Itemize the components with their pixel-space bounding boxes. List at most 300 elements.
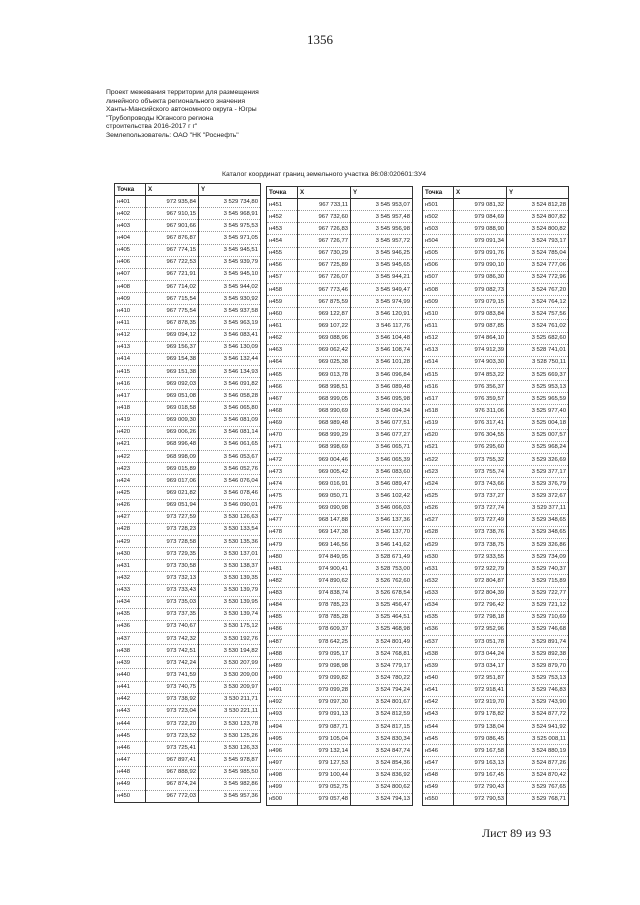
- y-coordinate-cell: 3 529 348,65: [507, 526, 569, 538]
- table-row: [423, 332, 569, 344]
- project-header: [106, 89, 366, 141]
- y-coordinate-cell: 3 529 891,74: [507, 636, 569, 648]
- table-row: [423, 296, 569, 308]
- y-coordinate-cell: 3 526 678,54: [351, 587, 413, 599]
- y-coordinate-cell: 3 546 089,47: [351, 478, 413, 490]
- y-coordinate-cell: 3 530 138,37: [199, 560, 261, 572]
- y-coordinate-cell: 3 530 139,74: [199, 608, 261, 620]
- point-id-cell: н436: [115, 620, 146, 632]
- table-row: [423, 466, 569, 478]
- x-coordinate-cell: 972 804,39: [454, 587, 507, 599]
- table-row: [115, 208, 261, 220]
- point-id-cell: н508: [423, 283, 454, 295]
- y-coordinate-cell: 3 524 779,17: [351, 660, 413, 672]
- point-id-cell: н475: [267, 490, 298, 502]
- x-coordinate-cell: 969 147,38: [298, 526, 351, 538]
- y-coordinate-cell: 3 528 750,11: [507, 356, 569, 368]
- x-coordinate-cell: 969 018,58: [146, 402, 199, 414]
- x-coordinate-cell: 974 890,62: [298, 575, 351, 587]
- x-coordinate-cell: 979 088,90: [454, 223, 507, 235]
- table-row: [423, 259, 569, 271]
- x-coordinate-cell: 974 912,39: [454, 344, 507, 356]
- table-row: [115, 633, 261, 645]
- x-coordinate-cell: 973 730,58: [146, 560, 199, 572]
- x-coordinate-cell: 979 100,44: [298, 769, 351, 781]
- point-id-cell: н412: [115, 329, 146, 341]
- point-id-cell: н429: [115, 535, 146, 547]
- point-id-cell: н432: [115, 572, 146, 584]
- x-coordinate-cell: 972 796,42: [454, 599, 507, 611]
- table-row: [267, 514, 413, 526]
- y-coordinate-cell: 3 524 807,82: [507, 211, 569, 223]
- point-id-cell: н438: [115, 645, 146, 657]
- point-id-cell: н439: [115, 657, 146, 669]
- point-id-cell: н467: [267, 393, 298, 405]
- y-coordinate-cell: 3 545 953,07: [351, 199, 413, 211]
- table-row: [267, 283, 413, 295]
- y-coordinate-cell: 3 530 139,95: [199, 596, 261, 608]
- table-row: [423, 199, 569, 211]
- x-coordinate-cell: 979 087,85: [454, 320, 507, 332]
- y-coordinate-cell: 3 524 812,28: [507, 199, 569, 211]
- table-body: [423, 199, 569, 806]
- point-id-cell: н401: [115, 196, 146, 208]
- x-coordinate-cell: 973 735,03: [146, 596, 199, 608]
- point-id-cell: н446: [115, 742, 146, 754]
- x-coordinate-cell: 972 804,87: [454, 575, 507, 587]
- x-coordinate-cell: 967 725,89: [298, 259, 351, 271]
- point-id-cell: н545: [423, 733, 454, 745]
- x-coordinate-cell: 976 356,37: [454, 381, 507, 393]
- point-id-cell: н451: [267, 199, 298, 211]
- y-coordinate-cell: 3 530 137,01: [199, 548, 261, 560]
- table-row: [423, 611, 569, 623]
- point-id-cell: н533: [423, 587, 454, 599]
- y-coordinate-cell: 3 545 939,79: [199, 256, 261, 268]
- table-row: [115, 365, 261, 377]
- y-coordinate-cell: 3 545 949,47: [351, 283, 413, 295]
- x-coordinate-cell: 979 097,30: [298, 696, 351, 708]
- point-id-cell: н404: [115, 232, 146, 244]
- point-id-cell: н542: [423, 696, 454, 708]
- x-coordinate-cell: 972 798,18: [454, 611, 507, 623]
- table-row: [267, 733, 413, 745]
- x-coordinate-cell: 979 127,53: [298, 757, 351, 769]
- x-coordinate-cell: 978 785,23: [298, 599, 351, 611]
- table-row: [423, 381, 569, 393]
- table-row: [267, 271, 413, 283]
- sheet-label: Лист 89 из 93: [482, 826, 552, 840]
- y-coordinate-cell: 3 546 094,34: [351, 405, 413, 417]
- point-id-cell: н535: [423, 611, 454, 623]
- x-coordinate-cell: 979 163,13: [454, 757, 507, 769]
- y-coordinate-cell: 3 546 108,74: [351, 344, 413, 356]
- table-row: [267, 696, 413, 708]
- y-coordinate-cell: 3 545 944,21: [351, 271, 413, 283]
- y-coordinate-cell: 3 524 794,24: [351, 684, 413, 696]
- x-coordinate-cell: 979 178,82: [454, 708, 507, 720]
- x-coordinate-cell: 973 737,35: [146, 608, 199, 620]
- x-coordinate-cell: 973 740,75: [146, 681, 199, 693]
- point-id-cell: н476: [267, 502, 298, 514]
- table-row: [267, 308, 413, 320]
- point-id-cell: н440: [115, 669, 146, 681]
- x-coordinate-cell: 969 025,38: [298, 356, 351, 368]
- point-id-cell: н515: [423, 368, 454, 380]
- x-coordinate-cell: 967 897,41: [146, 754, 199, 766]
- point-id-cell: н497: [267, 757, 298, 769]
- y-coordinate-cell: 3 525 468,98: [351, 623, 413, 635]
- point-id-cell: н456: [267, 259, 298, 271]
- x-coordinate-cell: 973 723,04: [146, 705, 199, 717]
- table-row: [115, 305, 261, 317]
- point-id-cell: н405: [115, 244, 146, 256]
- x-coordinate-cell: 979 095,17: [298, 648, 351, 660]
- y-coordinate-cell: 3 546 102,42: [351, 490, 413, 502]
- y-coordinate-cell: 3 529 377,11: [507, 502, 569, 514]
- table-row: [423, 502, 569, 514]
- x-coordinate-cell: 967 878,35: [146, 317, 199, 329]
- y-coordinate-cell: 3 529 746,68: [507, 623, 569, 635]
- x-coordinate-cell: 973 727,59: [146, 511, 199, 523]
- table-row: [423, 405, 569, 417]
- column-header-x: X: [454, 187, 507, 199]
- table-row: [267, 259, 413, 271]
- x-coordinate-cell: 967 726,07: [298, 271, 351, 283]
- table-row: [115, 705, 261, 717]
- y-coordinate-cell: 3 528 671,49: [351, 551, 413, 563]
- x-coordinate-cell: 967 874,24: [146, 778, 199, 790]
- table-row: [267, 599, 413, 611]
- y-coordinate-cell: 3 524 785,04: [507, 247, 569, 259]
- point-id-cell: н528: [423, 526, 454, 538]
- table-row: [267, 672, 413, 684]
- table-row: [423, 356, 569, 368]
- table-row: [115, 778, 261, 790]
- y-coordinate-cell: 3 546 104,48: [351, 332, 413, 344]
- table-row: [115, 293, 261, 305]
- x-coordinate-cell: 973 742,32: [146, 633, 199, 645]
- header-line: строительства 2016-2017 г г": [106, 123, 198, 131]
- y-coordinate-cell: 3 524 761,02: [507, 320, 569, 332]
- point-id-cell: н466: [267, 381, 298, 393]
- x-coordinate-cell: 967 730,29: [298, 247, 351, 259]
- y-coordinate-cell: 3 524 793,17: [507, 235, 569, 247]
- x-coordinate-cell: 978 785,28: [298, 611, 351, 623]
- point-id-cell: н500: [267, 793, 298, 805]
- table-row: [423, 793, 569, 805]
- point-id-cell: н430: [115, 548, 146, 560]
- table-row: [423, 417, 569, 429]
- point-id-cell: н426: [115, 499, 146, 511]
- x-coordinate-cell: 973 740,67: [146, 620, 199, 632]
- point-id-cell: н473: [267, 466, 298, 478]
- point-id-cell: н406: [115, 256, 146, 268]
- x-coordinate-cell: 973 742,51: [146, 645, 199, 657]
- point-id-cell: н519: [423, 417, 454, 429]
- table-row: [115, 232, 261, 244]
- x-coordinate-cell: 973 729,35: [146, 548, 199, 560]
- x-coordinate-cell: 978 642,25: [298, 636, 351, 648]
- table-row: [423, 781, 569, 793]
- x-coordinate-cell: 973 755,32: [454, 453, 507, 465]
- point-id-cell: н531: [423, 563, 454, 575]
- column-header-y: Y: [199, 184, 261, 196]
- point-id-cell: н402: [115, 208, 146, 220]
- point-id-cell: н493: [267, 708, 298, 720]
- y-coordinate-cell: 3 546 089,48: [351, 381, 413, 393]
- point-id-cell: н454: [267, 235, 298, 247]
- table-row: [267, 223, 413, 235]
- x-coordinate-cell: 967 733,11: [298, 199, 351, 211]
- table-row: [267, 296, 413, 308]
- y-coordinate-cell: 3 525 977,40: [507, 405, 569, 417]
- table-row: [115, 620, 261, 632]
- table-row: [423, 648, 569, 660]
- y-coordinate-cell: 3 546 065,80: [199, 402, 261, 414]
- table-row: [115, 463, 261, 475]
- y-coordinate-cell: 3 528 753,00: [351, 563, 413, 575]
- y-coordinate-cell: 3 528 741,01: [507, 344, 569, 356]
- y-coordinate-cell: 3 529 348,65: [507, 514, 569, 526]
- y-coordinate-cell: 3 524 767,20: [507, 283, 569, 295]
- point-id-cell: н526: [423, 502, 454, 514]
- header-line: "Трубопроводы Югансого региона: [106, 114, 214, 122]
- x-coordinate-cell: 973 738,92: [146, 693, 199, 705]
- table-row: [423, 308, 569, 320]
- y-coordinate-cell: 3 524 801,49: [351, 636, 413, 648]
- y-coordinate-cell: 3 524 800,82: [507, 223, 569, 235]
- y-coordinate-cell: 3 546 137,70: [351, 526, 413, 538]
- table-row: [423, 514, 569, 526]
- x-coordinate-cell: 968 999,29: [298, 429, 351, 441]
- y-coordinate-cell: 3 545 982,86: [199, 778, 261, 790]
- x-coordinate-cell: 969 005,42: [298, 466, 351, 478]
- table-row: [267, 393, 413, 405]
- y-coordinate-cell: 3 545 978,87: [199, 754, 261, 766]
- x-coordinate-cell: 973 722,20: [146, 718, 199, 730]
- header-line: Проект межевания территории для размещения: [106, 89, 259, 96]
- table-row: [267, 381, 413, 393]
- point-id-cell: н408: [115, 280, 146, 292]
- y-coordinate-cell: 3 529 721,12: [507, 599, 569, 611]
- column-header-y: Y: [351, 187, 413, 199]
- x-coordinate-cell: 973 728,23: [146, 523, 199, 535]
- table-row: [423, 721, 569, 733]
- point-id-cell: н477: [267, 514, 298, 526]
- table-row: [423, 623, 569, 635]
- point-id-cell: н481: [267, 563, 298, 575]
- x-coordinate-cell: 972 935,84: [146, 196, 199, 208]
- table-header-row: [115, 184, 261, 196]
- y-coordinate-cell: 3 530 209,00: [199, 669, 261, 681]
- table-row: [115, 353, 261, 365]
- y-coordinate-cell: 3 545 985,50: [199, 766, 261, 778]
- y-coordinate-cell: 3 546 052,76: [199, 463, 261, 475]
- y-coordinate-cell: 3 545 957,72: [351, 235, 413, 247]
- y-coordinate-cell: 3 546 130,09: [199, 341, 261, 353]
- header-line: Ханты-Мансийского автономного округа - Югры: [106, 106, 257, 114]
- y-coordinate-cell: 3 546 095,98: [351, 393, 413, 405]
- x-coordinate-cell: 969 004,46: [298, 453, 351, 465]
- point-id-cell: н424: [115, 475, 146, 487]
- y-coordinate-cell: 3 545 974,99: [351, 296, 413, 308]
- y-coordinate-cell: 3 524 768,81: [351, 648, 413, 660]
- table-row: [115, 341, 261, 353]
- y-coordinate-cell: 3 530 139,35: [199, 572, 261, 584]
- point-id-cell: н409: [115, 293, 146, 305]
- y-coordinate-cell: 3 545 945,65: [351, 259, 413, 271]
- y-coordinate-cell: 3 525 669,37: [507, 368, 569, 380]
- x-coordinate-cell: 967 875,59: [298, 296, 351, 308]
- x-coordinate-cell: 967 901,66: [146, 220, 199, 232]
- y-coordinate-cell: 3 529 753,13: [507, 672, 569, 684]
- point-id-cell: н522: [423, 453, 454, 465]
- y-coordinate-cell: 3 546 078,46: [199, 487, 261, 499]
- x-coordinate-cell: 967 715,54: [146, 293, 199, 305]
- y-coordinate-cell: 3 524 854,36: [351, 757, 413, 769]
- x-coordinate-cell: 967 910,15: [146, 208, 199, 220]
- x-coordinate-cell: 968 998,09: [146, 450, 199, 462]
- y-coordinate-cell: 3 546 091,82: [199, 378, 261, 390]
- x-coordinate-cell: 969 015,89: [146, 463, 199, 475]
- table-row: [423, 490, 569, 502]
- x-coordinate-cell: 968 998,69: [298, 441, 351, 453]
- table-row: [423, 223, 569, 235]
- x-coordinate-cell: 973 728,58: [146, 535, 199, 547]
- x-coordinate-cell: 967 732,60: [298, 211, 351, 223]
- x-coordinate-cell: 968 999,05: [298, 393, 351, 405]
- point-id-cell: н452: [267, 211, 298, 223]
- table-row: [267, 587, 413, 599]
- y-coordinate-cell: 3 529 892,38: [507, 648, 569, 660]
- y-coordinate-cell: 3 529 326,86: [507, 538, 569, 550]
- table-row: [267, 575, 413, 587]
- point-id-cell: н411: [115, 317, 146, 329]
- y-coordinate-cell: 3 530 194,82: [199, 645, 261, 657]
- coordinate-table: [114, 183, 261, 803]
- x-coordinate-cell: 972 790,53: [454, 793, 507, 805]
- y-coordinate-cell: 3 545 971,05: [199, 232, 261, 244]
- x-coordinate-cell: 967 726,77: [298, 235, 351, 247]
- x-coordinate-cell: 979 099,28: [298, 684, 351, 696]
- x-coordinate-cell: 972 790,43: [454, 781, 507, 793]
- column-header-x: X: [298, 187, 351, 199]
- table-row: [423, 745, 569, 757]
- x-coordinate-cell: 973 727,74: [454, 502, 507, 514]
- table-row: [267, 781, 413, 793]
- x-coordinate-cell: 969 009,30: [146, 414, 199, 426]
- x-coordinate-cell: 969 122,87: [298, 308, 351, 320]
- x-coordinate-cell: 969 107,22: [298, 320, 351, 332]
- x-coordinate-cell: 973 051,78: [454, 636, 507, 648]
- x-coordinate-cell: 973 741,59: [146, 669, 199, 681]
- x-coordinate-cell: 968 998,51: [298, 381, 351, 393]
- point-id-cell: н520: [423, 429, 454, 441]
- x-coordinate-cell: 979 090,10: [454, 259, 507, 271]
- x-coordinate-cell: 972 951,87: [454, 672, 507, 684]
- x-coordinate-cell: 979 057,48: [298, 793, 351, 805]
- y-coordinate-cell: 3 545 975,53: [199, 220, 261, 232]
- table-row: [267, 648, 413, 660]
- y-coordinate-cell: 3 530 209,97: [199, 681, 261, 693]
- x-coordinate-cell: 979 099,82: [298, 672, 351, 684]
- point-id-cell: н501: [423, 199, 454, 211]
- y-coordinate-cell: 3 529 722,77: [507, 587, 569, 599]
- table-row: [267, 769, 413, 781]
- y-coordinate-cell: 3 529 372,67: [507, 490, 569, 502]
- y-coordinate-cell: 3 524 830,34: [351, 733, 413, 745]
- table-row: [115, 730, 261, 742]
- point-id-cell: н463: [267, 344, 298, 356]
- y-coordinate-cell: 3 530 175,12: [199, 620, 261, 632]
- y-coordinate-cell: 3 529 743,90: [507, 696, 569, 708]
- point-id-cell: н549: [423, 781, 454, 793]
- y-coordinate-cell: 3 524 941,92: [507, 721, 569, 733]
- x-coordinate-cell: 976 295,60: [454, 441, 507, 453]
- column-header-point: Точка: [115, 184, 146, 196]
- x-coordinate-cell: 973 034,17: [454, 660, 507, 672]
- point-id-cell: н532: [423, 575, 454, 587]
- x-coordinate-cell: 979 082,73: [454, 283, 507, 295]
- point-id-cell: н435: [115, 608, 146, 620]
- point-id-cell: н483: [267, 587, 298, 599]
- x-coordinate-cell: 973 044,24: [454, 648, 507, 660]
- x-coordinate-cell: 968 147,88: [298, 514, 351, 526]
- point-id-cell: н544: [423, 721, 454, 733]
- table-row: [423, 551, 569, 563]
- x-coordinate-cell: 973 723,52: [146, 730, 199, 742]
- y-coordinate-cell: 3 525 953,13: [507, 381, 569, 393]
- x-coordinate-cell: 973 725,41: [146, 742, 199, 754]
- header-line: Землепользователь: ОАО "НК "Роснефть": [106, 131, 239, 139]
- point-id-cell: н464: [267, 356, 298, 368]
- point-id-cell: н465: [267, 368, 298, 380]
- x-coordinate-cell: 973 743,66: [454, 478, 507, 490]
- point-id-cell: н498: [267, 769, 298, 781]
- point-id-cell: н407: [115, 268, 146, 280]
- x-coordinate-cell: 969 154,38: [146, 353, 199, 365]
- point-id-cell: н414: [115, 353, 146, 365]
- table-row: [423, 636, 569, 648]
- column-header-point: Точка: [423, 187, 454, 199]
- point-id-cell: н539: [423, 660, 454, 672]
- point-id-cell: н537: [423, 636, 454, 648]
- point-id-cell: н472: [267, 453, 298, 465]
- y-coordinate-cell: 3 524 812,59: [351, 708, 413, 720]
- point-id-cell: н546: [423, 745, 454, 757]
- column-header-y: Y: [507, 187, 569, 199]
- point-id-cell: н538: [423, 648, 454, 660]
- table-row: [423, 563, 569, 575]
- y-coordinate-cell: 3 545 945,10: [199, 268, 261, 280]
- table-row: [115, 790, 261, 802]
- y-coordinate-cell: 3 524 764,12: [507, 296, 569, 308]
- x-coordinate-cell: 969 021,82: [146, 487, 199, 499]
- table-row: [115, 329, 261, 341]
- x-coordinate-cell: 967 775,54: [146, 305, 199, 317]
- point-id-cell: н486: [267, 623, 298, 635]
- point-id-cell: н521: [423, 441, 454, 453]
- point-id-cell: н445: [115, 730, 146, 742]
- x-coordinate-cell: 979 091,13: [298, 708, 351, 720]
- table-row: [115, 438, 261, 450]
- x-coordinate-cell: 969 156,37: [146, 341, 199, 353]
- y-coordinate-cell: 3 530 207,99: [199, 657, 261, 669]
- table-row: [267, 563, 413, 575]
- point-id-cell: н450: [115, 790, 146, 802]
- table-row: [115, 681, 261, 693]
